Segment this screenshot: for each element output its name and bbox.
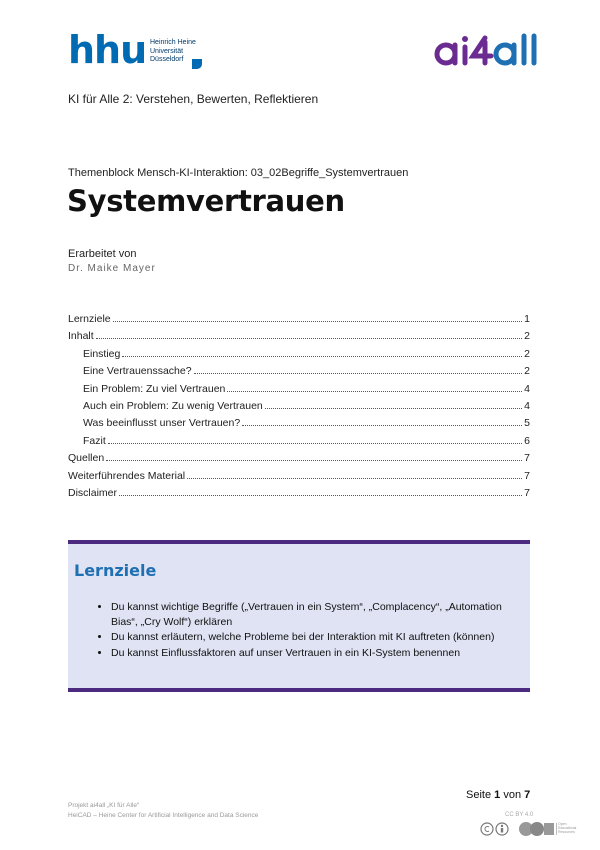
toc-entry-page: 2 <box>524 347 530 360</box>
toc-dot-leader <box>187 478 522 479</box>
toc-dot-leader <box>113 321 523 322</box>
toc-entry-label: Auch ein Problem: Zu wenig Vertrauen <box>83 399 263 412</box>
toc-dot-leader <box>108 443 522 444</box>
prepared-by-label: Erarbeitet von <box>68 248 137 260</box>
hhu-square-icon <box>192 59 202 69</box>
toc-entry[interactable] <box>68 313 530 330</box>
toc-entry-page: 1 <box>524 313 530 325</box>
toc-entry-page: 6 <box>524 434 530 447</box>
cc-by-icon <box>480 822 510 836</box>
table-of-contents <box>68 313 530 504</box>
toc-entry-label: Lernziele <box>68 313 111 325</box>
toc-entry-label: Eine Vertrauenssache? <box>83 365 192 378</box>
page-number: Seite 1 von 7 <box>466 789 531 801</box>
toc-dot-leader <box>96 338 522 339</box>
hhu-logo <box>68 28 218 75</box>
toc-entry-page: 4 <box>524 382 530 395</box>
toc-dot-leader <box>265 408 522 409</box>
toc-entry[interactable] <box>68 470 530 487</box>
toc-dot-leader <box>194 373 523 374</box>
toc-entry[interactable] <box>68 400 530 417</box>
toc-dot-leader <box>122 356 522 357</box>
ai4all-logo <box>433 30 543 72</box>
toc-entry-label: Einstieg <box>83 347 121 360</box>
toc-entry[interactable] <box>68 348 530 365</box>
hhu-wordmark: hhu <box>68 28 147 72</box>
toc-dot-leader <box>227 391 522 392</box>
toc-entry[interactable] <box>68 452 530 469</box>
toc-entry[interactable] <box>68 487 530 504</box>
footer-center: HeiCAD – Heine Center for Artificial Intelligence and Data Science <box>68 812 259 819</box>
document-title: Systemvertrauen <box>67 184 345 218</box>
toc-dot-leader <box>119 495 522 496</box>
learning-goals-box <box>68 540 530 692</box>
toc-entry-label: Fazit <box>83 434 106 447</box>
toc-entry-page: 7 <box>524 486 530 499</box>
toc-entry-page: 7 <box>524 469 530 482</box>
license-version: CC BY 4.0 <box>505 812 534 818</box>
learning-goal-item: • Du kannst Einflussfaktoren auf unser Vertrauen in ein KI-System benennen <box>111 646 511 661</box>
learning-goal-item: • Du kannst erläutern, welche Probleme bei der Interaktion mit KI auftreten (können) <box>111 630 511 645</box>
toc-entry[interactable] <box>68 365 530 382</box>
toc-entry-label: Ein Problem: Zu viel Vertrauen <box>83 382 226 395</box>
toc-entry-page: 2 <box>524 330 530 343</box>
toc-entry-page: 7 <box>524 452 530 465</box>
toc-entry-label: Inhalt <box>68 330 94 343</box>
toc-dot-leader <box>242 425 522 426</box>
oer-text: Open Educational Resources <box>558 822 577 835</box>
hhu-subtitle: Heinrich Heine Universität Düsseldorf <box>150 39 196 63</box>
toc-entry-page: 2 <box>524 365 530 378</box>
learning-goals-title: Lernziele <box>74 561 157 580</box>
toc-entry[interactable] <box>68 330 530 347</box>
toc-entry-label: Disclaimer <box>68 486 118 499</box>
toc-entry-label: Weiterführendes Material <box>68 469 186 482</box>
toc-dot-leader <box>106 460 522 461</box>
learning-goals-list <box>90 600 511 661</box>
course-title: KI für Alle 2: Verstehen, Bewerten, Reflektieren <box>68 92 319 106</box>
toc-entry-label: Quellen <box>68 452 105 465</box>
toc-entry[interactable] <box>68 435 530 452</box>
author-name: Dr. Maike Mayer <box>68 263 156 274</box>
toc-entry-page: 5 <box>524 417 530 430</box>
toc-entry[interactable] <box>68 417 530 434</box>
footer-project: Projekt ai4all „KI für Alle“ <box>68 802 140 809</box>
toc-entry-page: 4 <box>524 399 530 412</box>
toc-entry[interactable] <box>68 383 530 400</box>
toc-entry-label: Was beeinflusst unser Vertrauen? <box>83 417 241 430</box>
learning-goal-item: • Du kannst wichtige Begriffe („Vertrauen in ein System“, „Complacency“, „Automation Bias“, „Cry Wolf“) erklären <box>111 600 511 630</box>
topic-block-label: Themenblock Mensch-KI-Interaktion: 03_02Begriffe_Systemvertrauen <box>68 167 409 179</box>
